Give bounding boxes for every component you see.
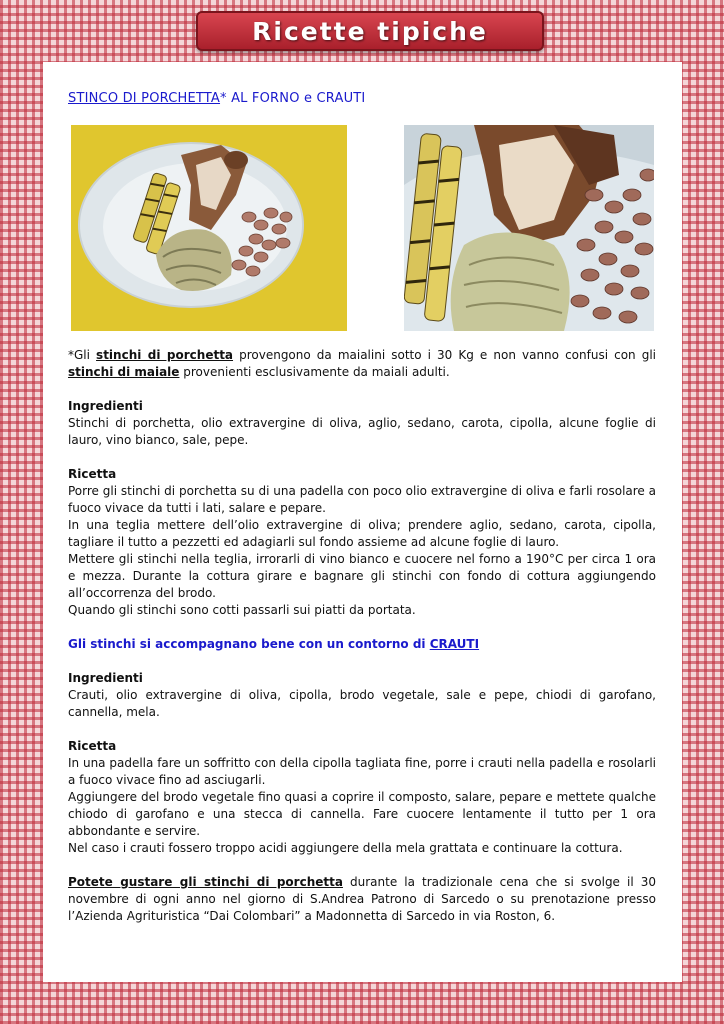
recipe-step: In una padella fare un soffritto con della cipolla tagliata fine, porre i crauti nella padella e rosolarli a fuoco vivace fino ad asciugarli.: [68, 756, 656, 787]
recipe-title: [68, 91, 365, 106]
recipe-step: Nel caso i crauti fossero troppo acidi aggiungere della mela grattata e continuare la cottura.: [68, 841, 623, 855]
dish-photo-plate: [71, 125, 347, 331]
ingredients-list: Stinchi di porchetta, olio extravergine di oliva, aglio, sedano, carota, cipolla, alcune foglie di lauro, vino bianco, sale, pepe.: [68, 416, 656, 447]
side-dish-note: [68, 636, 656, 653]
recipe-step: In una teglia mettere dell’olio extravergine di oliva; prendere aglio, sedano, carota, cipolla, tagliare il tutto a pezzetti ed adagiarli sul fondo assieme ad alcune foglie di lauro.: [68, 518, 656, 549]
recipe-heading: Ricetta: [68, 467, 117, 481]
recipe-body: [68, 347, 656, 925]
crauti-link[interactable]: CRAUTI: [429, 637, 480, 651]
closing-text: durante la tradizionale cena che si svolge il 30 novembre di ogni anno nel giorno di S.Andrea Patrono di Sarcedo o su prenotazione presso l’Azienda Agrituristica “Dai Colombari” a Madonnetta di Sarcedo in via Roston, 6.: [68, 875, 656, 923]
closing-paragraph: [68, 874, 656, 925]
banner-title: Ricette tipiche: [252, 16, 488, 46]
ingredients-heading: Ingredienti: [68, 399, 143, 413]
intro-note: [68, 347, 656, 381]
recipe-title-rest: * AL FORNO e CRAUTI: [220, 91, 366, 106]
side-dish-text: Gli stinchi si accompagnano bene con un contorno di: [68, 637, 430, 651]
recipe-title-link[interactable]: STINCO DI PORCHETTA: [68, 91, 221, 106]
note-term-porchetta: stinchi di porchetta: [96, 348, 234, 362]
ingredients-heading: Ingredienti: [68, 671, 143, 685]
recipe-step: Quando gli stinchi sono cotti passarli sui piatti da portata.: [68, 603, 416, 617]
dish-photo-closeup: [404, 125, 654, 331]
ingredients-list: Crauti, olio extravergine di oliva, cipolla, brodo vegetale, sale e pepe, chiodi di garofano, cannella, mela.: [68, 688, 656, 719]
note-text: provenienti esclusivamente da maiali adulti.: [179, 365, 450, 379]
note-text: *Gli: [68, 348, 97, 362]
recipe-step: Aggiungere del brodo vegetale fino quasi a coprire il composto, salare, pepare e mettete qualche chiodo di garofano e una stecca di cannella. Fare cuocere lentamente il tutto per 1 ora abbondante e servire.: [68, 790, 656, 838]
note-text: provengono da maialini sotto i 30 Kg e non vanno confusi con gli: [233, 348, 656, 362]
recipe-heading: Ricetta: [68, 739, 117, 753]
recipe-page: [43, 62, 682, 982]
closing-lead: Potete gustare gli stinchi di porchetta: [68, 875, 343, 889]
recipe-step: Porre gli stinchi di porchetta su di una padella con poco olio extravergine di oliva e farli rosolare a fuoco vivace da tutti i lati, salare e pepare.: [68, 484, 656, 515]
note-term-maiale: stinchi di maiale: [68, 365, 180, 379]
recipe-step: Mettere gli stinchi nella teglia, irrorarli di vino bianco e cuocere nel forno a 190°C per circa 1 ora e mezza. Durante la cottura girare e bagnare gli stinchi con fondo di cottura aggiungendo all’occorrenza del brodo.: [68, 552, 656, 600]
section-banner: [196, 11, 544, 51]
